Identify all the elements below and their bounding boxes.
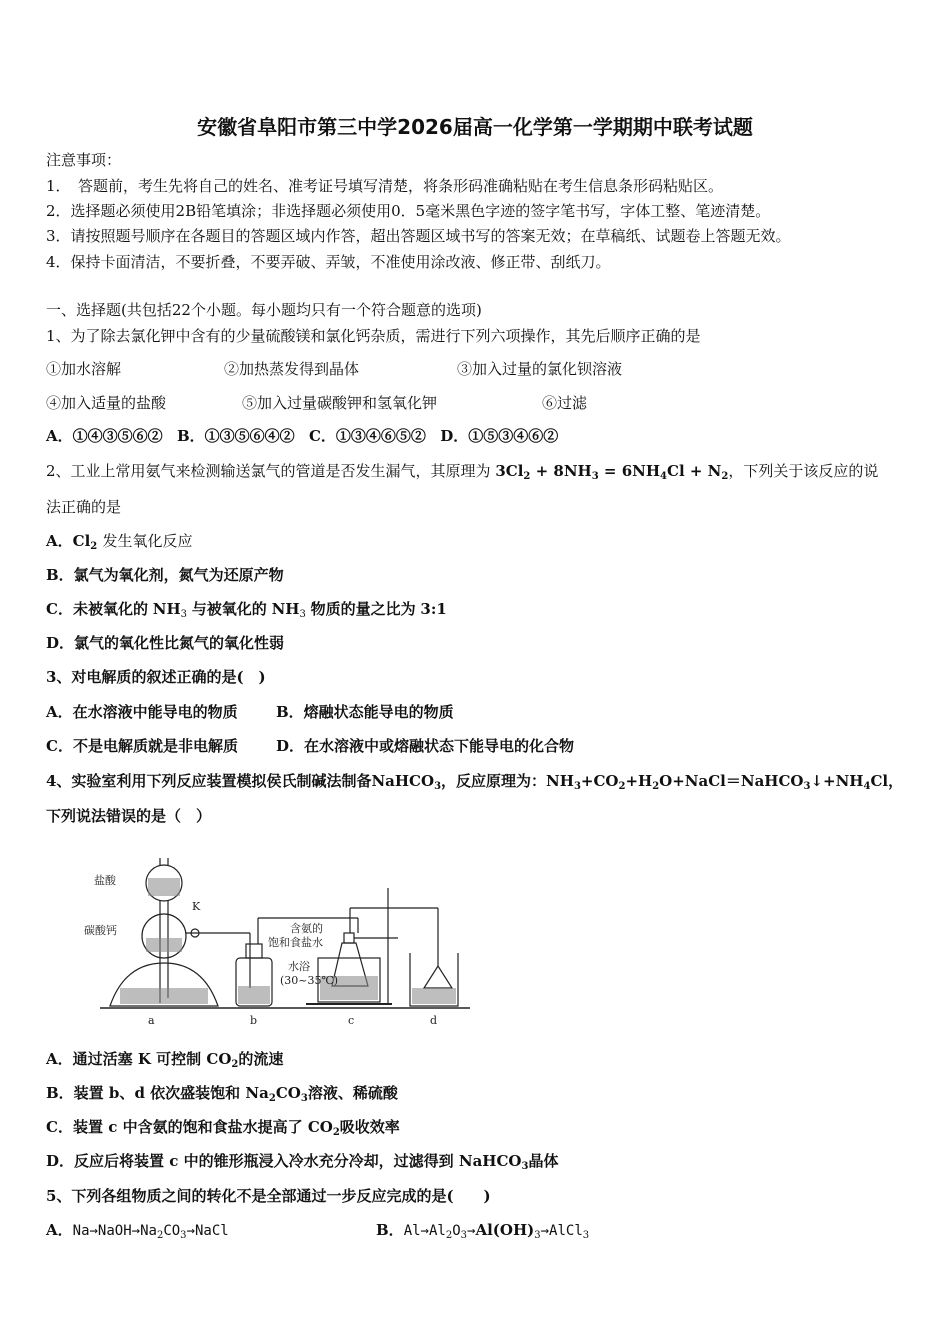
q1-op-6: ⑥过滤 (542, 394, 588, 412)
q2-option-a: A．$Cl_2$ 发生氧化反应 (46, 532, 193, 552)
q1-op-5: ⑤加入过量碳酸钾和氢氧化钾 (242, 394, 438, 412)
q3-option-c: C．不是电解质就是非电解质 (46, 737, 238, 755)
figure-label-k: K (192, 900, 201, 913)
q1-options (46, 426, 558, 446)
question-3-stem: 3、对电解质的叙述正确的是( ) (46, 668, 266, 686)
q2-stem-text-cont: ，下列关于该反应的说 (728, 462, 879, 480)
q4-option-c: C．装置 c 中含氨的饱和食盐水提高了 $CO_2$吸收效率 (46, 1118, 400, 1138)
q2-option-b: B．氯气为氧化剂，氮气为还原产物 (46, 566, 284, 584)
page-title: 安徽省阜阳市第三中学2026届高一化学第一学期期中联考试题 (197, 115, 753, 139)
apparatus-diagram (80, 848, 480, 1038)
figure-letter-d: d (430, 1014, 438, 1027)
q2-stem-text: 2、工业上常用氨气来检测输送氯气的管道是否发生漏气，其原理为 (46, 462, 491, 480)
q3-option-d: D．在水溶液中或熔融状态下能导电的化合物 (276, 737, 575, 755)
figure-letter-a: a (148, 1014, 155, 1027)
q1-op-4: ④加入适量的盐酸 (46, 394, 167, 412)
q1-op-1: ①加水溶解 (46, 360, 122, 378)
q1-op-3: ③加入过量的氯化钡溶液 (457, 360, 623, 378)
question-4-stem-cont: 下列说法错误的是（ ） (46, 807, 212, 825)
q2-equation: $3Cl_2 + 8NH_3 = 6NH_4Cl + N_2$ (495, 462, 729, 482)
q1-option-a: A．①④③⑤⑥② (46, 427, 163, 445)
q4-option-d: D．反应后将装置 c 中的锥形瓶浸入冷水充分冷却，过滤得到 NaHCO$_3$晶体 (46, 1152, 559, 1172)
notice-item: 4．保持卡面清洁，不要折叠，不要弄破、弄皱，不准使用涂改液、修正带、刮纸刀。 (46, 253, 611, 271)
figure-label-brine: 饱和食盐水 (268, 936, 323, 949)
notice-item: 2．选择题必须使用2B铅笔填涂；非选择题必须使用0．5毫米黑色字迹的签字笔书写，字体工整、笔迹清楚。 (46, 202, 771, 220)
figure-label-caco3: 碳酸钙 (84, 924, 117, 937)
q5-option-b: B．$Al\to Al_2O_3\to Al(OH)_3\to AlCl_3$ (376, 1221, 590, 1241)
figure-letter-c: c (348, 1014, 355, 1027)
q4-option-a: A．通过活塞 K 可控制 $CO_2$的流速 (46, 1050, 284, 1070)
q3-option-a: A．在水溶液中能导电的物质 (46, 703, 238, 721)
q3-option-b: B．熔融状态能导电的物质 (276, 703, 454, 721)
figure-letter-b: b (250, 1014, 258, 1027)
notice-heading: 注意事项： (46, 151, 122, 169)
q5-option-a: A．$Na\to NaOH\to Na_2CO_3\to NaCl$ (46, 1221, 229, 1241)
q1-option-d: D．①⑤③④⑥② (440, 427, 559, 445)
q1-op-2: ②加热蒸发得到晶体 (224, 360, 360, 378)
q2-option-d: D．氯气的氧化性比氮气的氧化性弱 (46, 634, 285, 652)
apparatus-figure (80, 848, 480, 1038)
question-5-stem: 5、下列各组物质之间的转化不是全部通过一步反应完成的是( ) (46, 1187, 491, 1205)
notice-item: 3．请按照题号顺序在各题目的答题区域内作答，超出答题区域书写的答案无效；在草稿纸、试题卷上答题无效。 (46, 227, 791, 245)
question-2-stem (46, 461, 878, 481)
question-4-stem: 4、实验室利用下列反应装置模拟侯氏制碱法制备NaHCO$_3$，反应原理为：$NH_3+CO_2+H_2O+NaCl=NaHCO_3↓+NH_4Cl$， (46, 772, 904, 792)
figure-label-water-bath: 水浴 (288, 960, 310, 973)
q1-option-b: B．①③⑤⑥④② (176, 427, 295, 445)
q4-option-b: B．装置 b、d 依次盛装饱和 $Na_2CO_3$溶液、稀硫酸 (46, 1084, 398, 1104)
figure-label-ammonia: 含氨的 (290, 922, 323, 935)
question-1-stem: 1、为了除去氯化钾中含有的少量硫酸镁和氯化钙杂质，需进行下列六项操作，其先后顺序正确的是 (46, 327, 701, 345)
notice-item: 1． 答题前，考生先将自己的姓名、准考证号填写清楚，将条形码准确粘贴在考生信息条形码粘贴区。 (46, 177, 724, 195)
q2-option-c: C．未被氧化的 $NH_3$ 与被氧化的 $NH_3$ 物质的量之比为 3:1 (46, 600, 447, 620)
question-2-stem-cont: 法正确的是 (46, 498, 122, 516)
figure-label-hcl: 盐酸 (94, 874, 116, 887)
figure-label-temp: (30~35℃) (280, 974, 339, 987)
q1-option-c: C．①③④⑥⑤② (308, 427, 426, 445)
section-heading: 一、选择题(共包括22个小题。每小题均只有一个符合题意的选项) (46, 301, 482, 319)
